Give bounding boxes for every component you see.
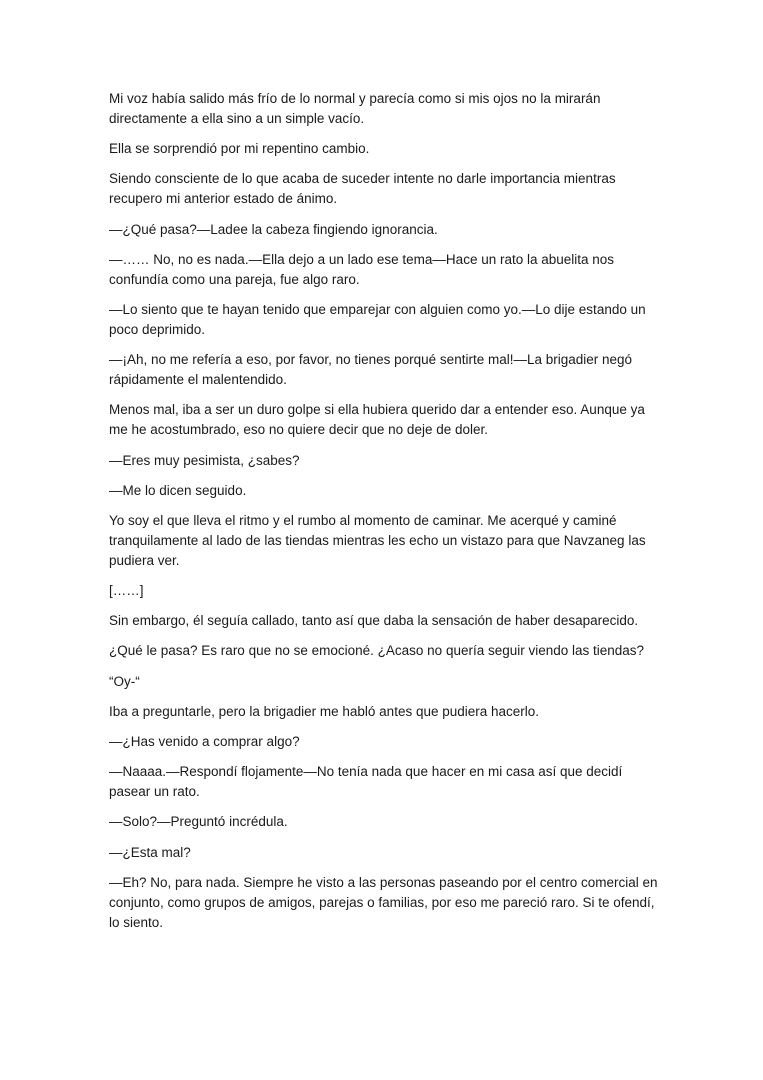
paragraph: ¿Qué le pasa? Es raro que no se emocioné. ¿Acaso no quería seguir viendo las tiendas? (109, 643, 645, 659)
paragraph: Mi voz había salido más frío de lo normal y parecía como si mis ojos no la mirarán directamente a ella sino a un simple vacío. (109, 91, 601, 126)
paragraph: —¿Esta mal? (109, 844, 191, 860)
paragraph: “Oy-“ (109, 673, 140, 689)
paragraph: Yo soy el que lleva el ritmo y el rumbo al momento de caminar. Me acerqué y caminé tranquilamente al lado de las tiendas mientras les echo un vistazo para que Navzaneg las pudiera ver. (109, 512, 646, 568)
paragraph: —¿Has venido a comprar algo? (109, 734, 300, 749)
paragraph: Sin embargo, él seguía callado, tanto así que daba la sensación de haber desaparecido. (109, 613, 639, 629)
paragraph: —¿Qué pasa?—Ladee la cabeza fingiendo ignorancia. (109, 221, 438, 237)
paragraph: —Eh? No, para nada. Siempre he visto a las personas paseando por el centro comercial en conjunto, como grupos de amigos, parejas o familias, por eso me pareció raro. Si te ofendí, lo siento. (109, 874, 658, 930)
paragraph: —¡Ah, no me refería a eso, por favor, no tienes porqué sentirte mal!—La brigadier negó rápidamente el malentendido. (109, 352, 633, 388)
paragraph: —Me lo dicen seguido. (109, 482, 247, 498)
paragraph: —Solo?—Preguntó incrédula. (109, 814, 288, 830)
paragraph: —Lo siento que te hayan tenido que emparejar con alguien como yo.—Lo dije estando un poco deprimido. (109, 301, 646, 337)
paragraph: —Naaaa.—Respondí flojamente—No tenía nada que hacer en mi casa así que decidí pasear un rato. (109, 764, 623, 800)
paragraph: Siendo consciente de lo que acaba de suceder intente no darle importancia mientras recupero mi anterior estado de ánimo. (109, 171, 616, 207)
paragraph: —…… No, no es nada.—Ella dejo a un lado ese tema—Hace un rato la abuelita nos confundía como una pareja, fue algo raro. (109, 251, 615, 287)
paragraph: [……] (109, 583, 144, 599)
paragraph: Ella se sorprendió por mi repentino cambio. (109, 141, 370, 157)
paragraph: Menos mal, iba a ser un duro golpe si ella hubiera querido dar a entender eso. Aunque ya me he acostumbrado, eso no quiere decir que no deje de doler. (109, 402, 645, 438)
paragraph: Iba a preguntarle, pero la brigadier me habló antes que pudiera hacerlo. (109, 703, 540, 719)
paragraph: —Eres muy pesimista, ¿sabes? (109, 452, 300, 468)
document-body (109, 89, 661, 943)
